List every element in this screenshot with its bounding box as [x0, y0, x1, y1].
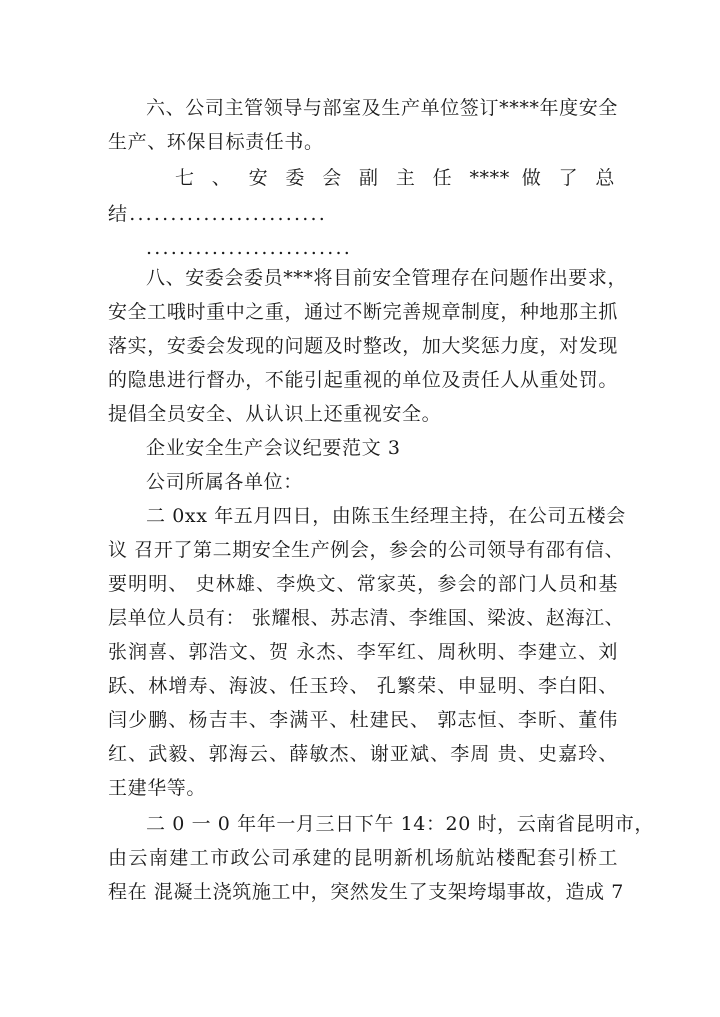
para-7-line-3: ......................... [146, 237, 352, 259]
para-7-line-2: 结........................ [108, 203, 327, 225]
para-9-line-3: 要明明、 史林雄、李焕文、常家英，参会的部门人员和基 [108, 573, 618, 595]
para-9-line-4: 层单位人员有： 张耀根、苏志清、李维国、梁波、赵海江、 [108, 607, 625, 629]
para-6-line-2: 生产、环保目标责任书。 [108, 131, 324, 153]
para-8-line-2: 安全工哦时重中之重，通过不断完善规章制度，种地那主抓 [108, 301, 618, 323]
section-heading: 企业安全生产会议纪要范文 3 [146, 437, 401, 459]
para-9-line-6: 跃、林增寿、海波、任玉玲、 孔繁荣、申显明、李白阳、 [108, 675, 618, 697]
para-8-line-4: 的隐患进行督办，不能引起重视的单位及责任人从重处罚。 [108, 369, 618, 391]
para-9-line-2: 议 召开了第二期安全生产例会，参会的公司领导有邵有信、 [108, 539, 625, 561]
para-9-line-8: 红、武毅、郭海云、薛敏杰、谢亚斌、李周 贵、史嘉玲、 [108, 743, 618, 765]
para-10-line-1: 二 0 一 0 年年一月三日下午 14：20 时，云南省昆明市， [146, 813, 654, 835]
para-9-line-5: 张润喜、郭浩文、贺 永杰、李军红、周秋明、李建立、刘 [108, 641, 618, 663]
para-9-line-1: 二 0xx 年五月四日，由陈玉生经理主持，在公司五楼会 [146, 505, 626, 527]
para-8-line-1: 八、安委会委员***将目前安全管理存在问题作出要求， [146, 267, 628, 289]
para-9-line-7: 闫少鹏、杨吉丰、李满平、杜建民、 郭志恒、李昕、董伟 [108, 709, 618, 731]
para-8-line-5: 提倡全员安全、从认识上还重视安全。 [108, 403, 442, 425]
para-7-line-1: 七 、 安 委 会 副 主 任 **** 做 了 总 [175, 167, 615, 189]
para-9-line-9: 王建华等。 [108, 777, 207, 799]
para-6-line-1: 六、公司主管领导与部室及生产单位签订****年度安全 [146, 97, 618, 119]
salutation: 公司所属各单位： [146, 471, 303, 493]
para-10-line-2: 由云南建工市政公司承建的昆明新机场航站楼配套引桥工 [108, 847, 618, 869]
para-8-line-3: 落实，安委会发现的问题及时整改，加大奖惩力度，对发现 [108, 335, 618, 357]
para-10-line-3: 程在 混凝土浇筑施工中，突然发生了支架垮塌事故，造成 7 [108, 881, 624, 903]
